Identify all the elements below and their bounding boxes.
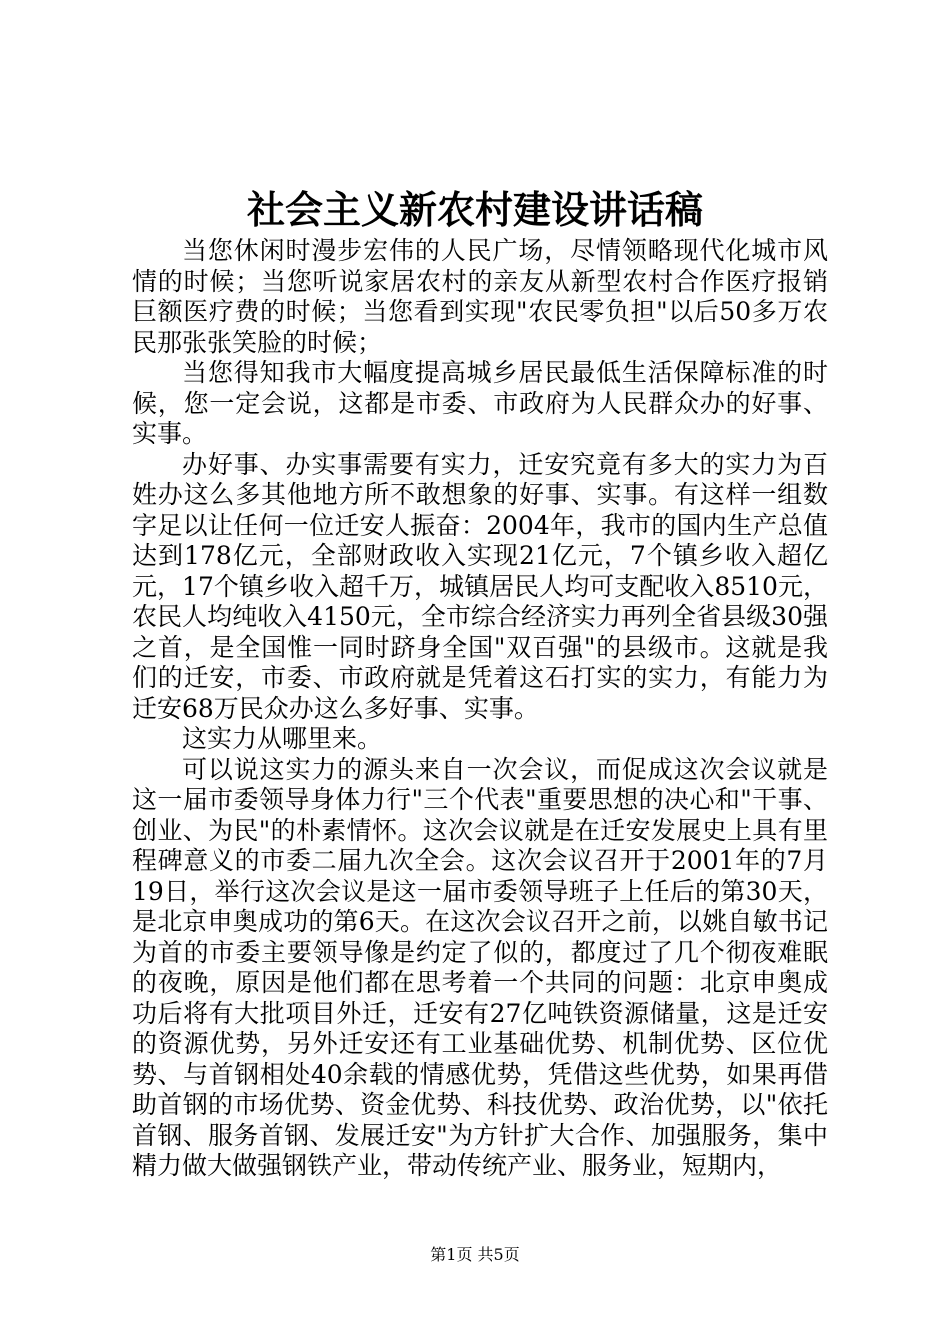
document-title: 社会主义新农村建设讲话稿 <box>246 187 703 232</box>
paragraph-3: 办好事、办实事需要有实力，迁安究竟有多大的实力为百姓办这么多其他地方所不敢想象的好事、实事。有这样一组数字足以让任何一位迁安人振奋：2004年，我市的国内生产总值达到178亿元，全部财政收入实现21亿元，7个镇乡收入超亿元，17个镇乡收入超千万，城镇居民人均可支配收入8510元，农民人均纯收入4150元，全市综合经济实力再列全省县级30强之首，是全国惟一同时跻身全国"双百强"的县级市。这就是我们的迁安，市委、市政府就是凭着这石打实的实力，有能力为迁安68万民众办这么多好事、实事。 <box>132 449 828 723</box>
paragraph-4: 这实力从哪里来。 <box>182 724 383 753</box>
document-body <box>132 236 828 1182</box>
paragraph-2: 当您得知我市大幅度提高城乡居民最低生活保障标准的时候，您一定会说，这都是市委、市政府为人民群众办的好事、实事。 <box>132 358 828 448</box>
page-footer: 第1页 共5页 <box>430 1245 520 1264</box>
paragraph-5: 可以说这实力的源头来自一次会议，而促成这次会议就是这一届市委领导身体力行"三个代表"重要思想的决心和"干事、创业、为民"的朴素情怀。这次会议就是在迁安发展史上具有里程碑意义的市委二届九次全会。这次会议召开于2001年的7月19日，举行这次会议是这一届市委领导班子上任后的第30天，是北京申奥成功的第6天。在这次会议召开之前，以姚自敏书记为首的市委主要领导像是约定了似的，都度过了几个彻夜难眠的夜晚，原因是他们都在思考着一个共同的问题：北京申奥成功后将有大批项目外迁，迁安有27亿吨铁资源储量，这是迁安的资源优势，另外迁安还有工业基础优势、机制优势、区位优势、与首钢相处40余载的情感优势，凭借这些优势，如果再借助首钢的市场优势、资金优势、科技优势、政治优势，以"依托首钢、服务首钢、发展迁安"为方针扩大合作、加强服务，集中精力做大做强钢铁产业，带动传统产业、服务业，短期内， <box>132 754 828 1180</box>
paragraph-1: 当您休闲时漫步宏伟的人民广场，尽情领略现代化城市风情的时候；当您听说家居农村的亲友从新型农村合作医疗报销巨额医疗费的时候；当您看到实现"农民零负担"以后50多万农民那张张笑脸的时候； <box>132 236 828 357</box>
